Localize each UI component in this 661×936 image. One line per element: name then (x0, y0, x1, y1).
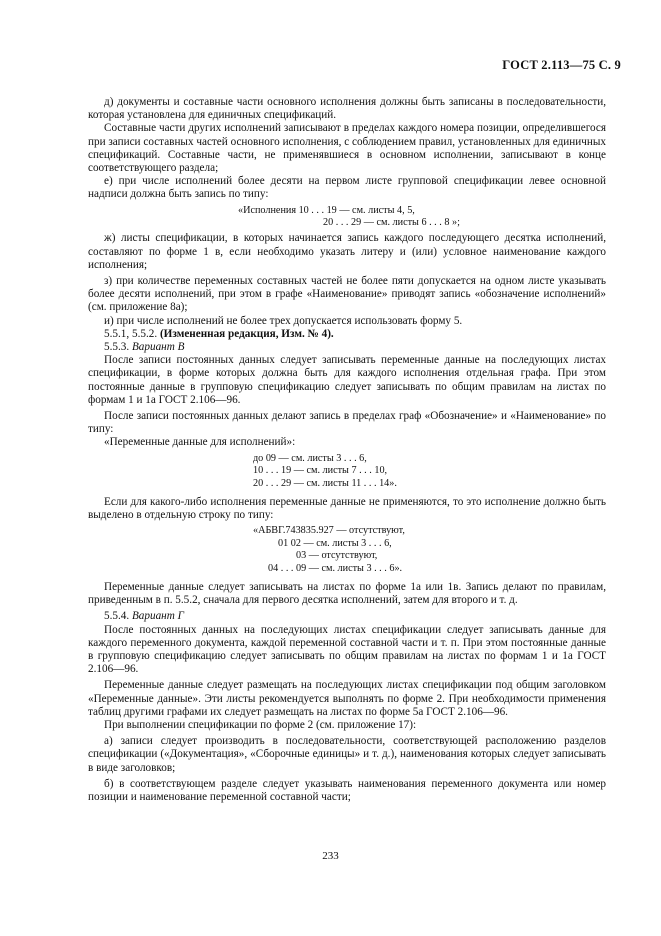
list-item: 03 — отсутствуют, (296, 550, 378, 562)
variant-title: Вариант Г (131, 610, 184, 623)
paragraph-variant-v-body: После записи постоянных данных следует записывать переменные данные на последующих листах спецификации, в форме которых должна быть для каждого исполнения отдельная графа. При этом постоянные данные в групповую спецификацию следует записывать по общим правилам на листах по формам 1 и 1а ГОСТ 2.106—96. (88, 354, 606, 406)
page-number: 233 (322, 850, 339, 862)
paragraph-record-columns: После записи постоянных данных делают запись в пределах граф «Обозначение» и «Наименование» по типу: (88, 410, 606, 436)
paragraph-d: д) документы и составные части основного исполнения должны быть записаны в последовательности, которая установлена для единичных спецификаций. (88, 96, 606, 122)
paragraph-variant-g-body: После постоянных данных на последующих листах спецификации следует записывать данные для каждого переменного документа, каждой переменной составной части и т. п. При этом постоянные данные в групповую спецификацию следует записывать по общим правилам на листах по формам 1 и 1а ГОСТ 2.106—96. (88, 623, 606, 676)
clause-number: 5.5.1, 5.5.2. (104, 327, 158, 340)
list-item: 01 02 — см. листы 3 . . . 6, (278, 537, 392, 549)
list-item: 20 . . . 29 — см. листы 11 . . . 14». (253, 477, 397, 489)
paragraph-form-2: При выполнении спецификации по форме 2 (см. приложение 17): (104, 718, 417, 731)
paragraph-a: а) записи следует производить в последовательности, соответствующей расположению разделов спецификации («Документация», «Сборочные единицы» и т. д.), наименования которых следует записывать в виде заголовков; (88, 735, 606, 774)
paragraph-other-executions: Составные части других исполнений записывают в пределах каждого номера позиции, определившегося при записи составных частей основного исполнения, с соблюдением правил, установленных для единичных спецификаций. Составные части, не применявшиеся в основном исполнении, записывают в конце соответствующего раздела; (88, 122, 606, 175)
example-line: «Исполнения 10 . . . 19 — см. листы 4, 5, (238, 204, 415, 216)
page-header: ГОСТ 2.113—75 С. 9 (502, 58, 621, 72)
list-item: 04 . . . 09 — см. листы 3 . . . 6». (268, 562, 403, 574)
paragraph-amendment (88, 328, 606, 341)
clause-variant-g (88, 610, 606, 623)
example-list-2 (88, 525, 606, 575)
paragraph-zh: ж) листы спецификации, в которых начинается запись каждого последующего десятка исполнений, составляют по форме 1 в, если необходимо указать литеру и (или) условное наименование каждого исполнения; (88, 232, 606, 271)
list-item: до 09 — см. листы 3 . . . 6, (253, 452, 367, 464)
paragraph-variable-data-placement: Переменные данные следует размещать на последующих листах спецификации под общим заголовком «Переменные данные». Эти листы рекомендуется выполнять по форме 2. При необходимости применения таблиц другими графами их следует размещать на листах по форме 5а ГОСТ 2.106—96. (88, 679, 606, 718)
paragraph-variable-data-label: «Переменные данные для исполнений»: (104, 436, 296, 449)
clause-number: 5.5.3. (104, 341, 130, 354)
paragraph-z: з) при количестве переменных составных частей не более пяти допускается на одном листе указывать более десяти исполнений, при этом в графе «Наименование» приводят запись «обозначение исполнений» (см. приложение 8а); (88, 275, 606, 314)
amendment-note: (Измененная редакция, Изм. № 4). (159, 327, 334, 340)
paragraph-separate-line: Если для какого-либо исполнения переменные данные не применяются, то это исполнение должно быть выделено в отдельную строку по типу: (88, 495, 606, 522)
example-executions (88, 205, 606, 230)
clause-number: 5.5.4. (104, 610, 130, 623)
clause-variant-v (88, 341, 606, 354)
list-item: 10 . . . 19 — см. листы 7 . . . 10, (253, 465, 388, 477)
paragraph-b: б) в соответствующем разделе следует указывать наименования переменного документа или номер позиции и наименование переменной составной части; (88, 777, 606, 803)
variant-title: Вариант В (131, 341, 185, 354)
list-item: «АБВГ.743835.927 — отсутствуют, (253, 525, 405, 537)
document-body (88, 96, 606, 804)
paragraph-e: е) при числе исполнений более десяти на первом листе групповой спецификации левее основной надписи должна быть запись по типу: (88, 175, 606, 201)
example-list-1 (88, 453, 606, 490)
paragraph-forms: Переменные данные следует записывать на листах по форме 1а или 1в. Запись делают по правилам, приведенным в п. 5.5.2, сначала для первого десятка исполнений, затем для второго и т. д. (88, 580, 606, 607)
example-line: 20 . . . 29 — см. листы 6 . . . 8 »; (323, 217, 460, 229)
paragraph-i: и) при числе исполнений не более трех допускается использовать форму 5. (104, 314, 463, 327)
